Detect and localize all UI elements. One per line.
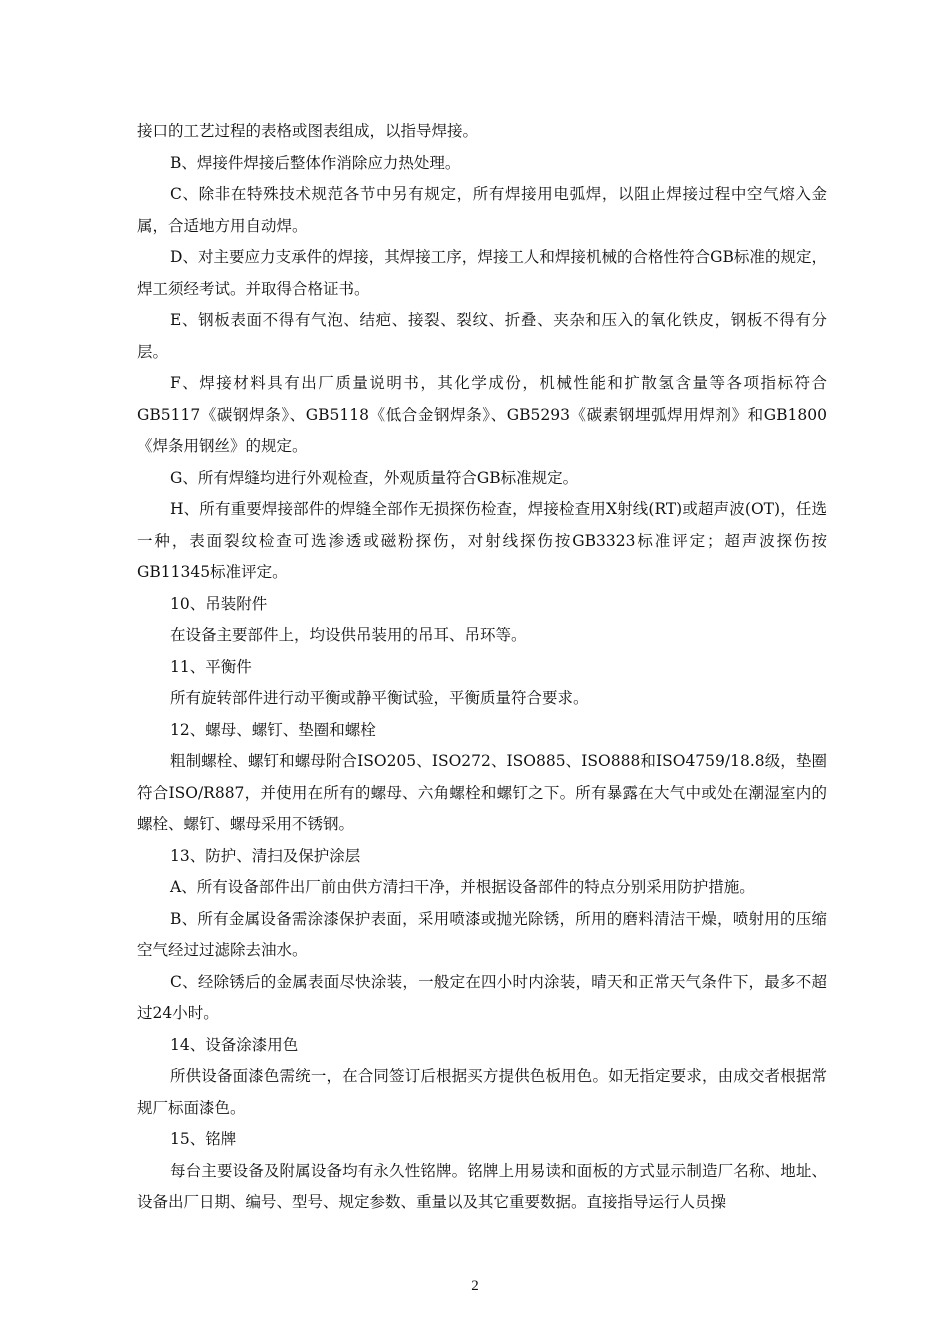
- section-heading-lifting-attachments: 10、吊装附件: [170, 594, 268, 613]
- paragraph-item-f-welding-materials: F、焊接材料具有出厂质量说明书，其化学成份，机械性能和扩散氢含量等各项指标符合GB5117《碳钢焊条》、GB5118《低合金钢焊条》、GB5293《碳素钢埋弧焊用焊剂》和GB1800《焊条用钢丝》的规定。: [137, 374, 827, 455]
- section-heading-balancing: 11、平衡件: [170, 657, 252, 676]
- section-heading-protective-coating: 13、防护、清扫及保护涂层: [170, 846, 361, 865]
- paragraph-paint-color: 所供设备面漆色需统一，在合同签订后根据买方提供色板用色。如无指定要求，由成交者根据常规厂标面漆色。: [137, 1067, 827, 1117]
- paragraph-coating-item-a: A、所有设备部件出厂前由供方清扫干净，并根据设备部件的特点分别采用防护措施。: [170, 878, 755, 896]
- paragraph-item-c-arc-welding: C、除非在特殊技术规范各节中另有规定，所有焊接用电弧焊，以阻止焊接过程中空气熔入金属，合适地方用自动焊。: [137, 185, 827, 235]
- paragraph-item-b-stress-relief: B、焊接件焊接后整体作消除应力热处理。: [170, 153, 461, 172]
- section-heading-nameplate: 15、铭牌: [170, 1130, 237, 1148]
- page-number: 2: [471, 1278, 479, 1294]
- paragraph-coating-item-b: B、所有金属设备需涂漆保护表面，采用喷漆或抛光除锈，所用的磨料清洁干燥，喷射用的压缩空气经过过滤除去油水。: [137, 909, 827, 959]
- paragraph-nameplate: 每台主要设备及附属设备均有永久性铭牌。铭牌上用易读和面板的方式显示制造厂名称、地址、设备出厂日期、编号、型号、规定参数、重量以及其它重要数据。直接指导运行人员操: [137, 1161, 827, 1211]
- paragraph-item-d-welder-qualification: D、对主要应力支承件的焊接，其焊接工序，焊接工人和焊接机械的合格性符合GB标准的规定，焊工须经考试。并取得合格证书。: [137, 248, 827, 298]
- paragraph-balancing: 所有旋转部件进行动平衡或静平衡试验，平衡质量符合要求。: [170, 689, 589, 707]
- paragraph-fasteners: 粗制螺栓、螺钉和螺母附合ISO205、ISO272、ISO885、ISO888和ISO4759/18.8级，垫圈符合ISO/R887，并使用在所有的螺母、六角螺栓和螺钉之下。所有暴露在大气中或处在潮湿室内的螺栓、螺钉、螺母采用不锈钢。: [137, 752, 827, 833]
- document-body: [137, 116, 827, 1219]
- paragraph-item-g-visual-inspection: G、所有焊缝均进行外观检查，外观质量符合GB标准规定。: [170, 468, 579, 487]
- section-heading-fasteners: 12、螺母、螺钉、垫圈和螺栓: [170, 720, 376, 739]
- section-heading-paint-color: 14、设备涂漆用色: [170, 1035, 299, 1054]
- paragraph-coating-item-c: C、经除锈后的金属表面尽快涂装，一般定在四小时内涂装，晴天和正常天气条件下，最多不超过24小时。: [137, 972, 827, 1022]
- paragraph-item-h-nondestructive-testing: H、所有重要焊接部件的焊缝全部作无损探伤检查，焊接检查用X射线(RT)或超声波(OT)，任选一种，表面裂纹检查可选渗透或磁粉探伤，对射线探伤按GB3323标准评定；超声波探伤按GB11345标准评定。: [137, 500, 827, 581]
- paragraph-item-e-steel-plate-surface: E、钢板表面不得有气泡、结疤、接裂、裂纹、折叠、夹杂和压入的氧化铁皮，钢板不得有分层。: [137, 311, 827, 361]
- paragraph-lifting-attachments: 在设备主要部件上，均设供吊装用的吊耳、吊环等。: [170, 626, 527, 644]
- paragraph-welding-procedure-continuation: 接口的工艺过程的表格或图表组成，以指导焊接。: [137, 122, 479, 140]
